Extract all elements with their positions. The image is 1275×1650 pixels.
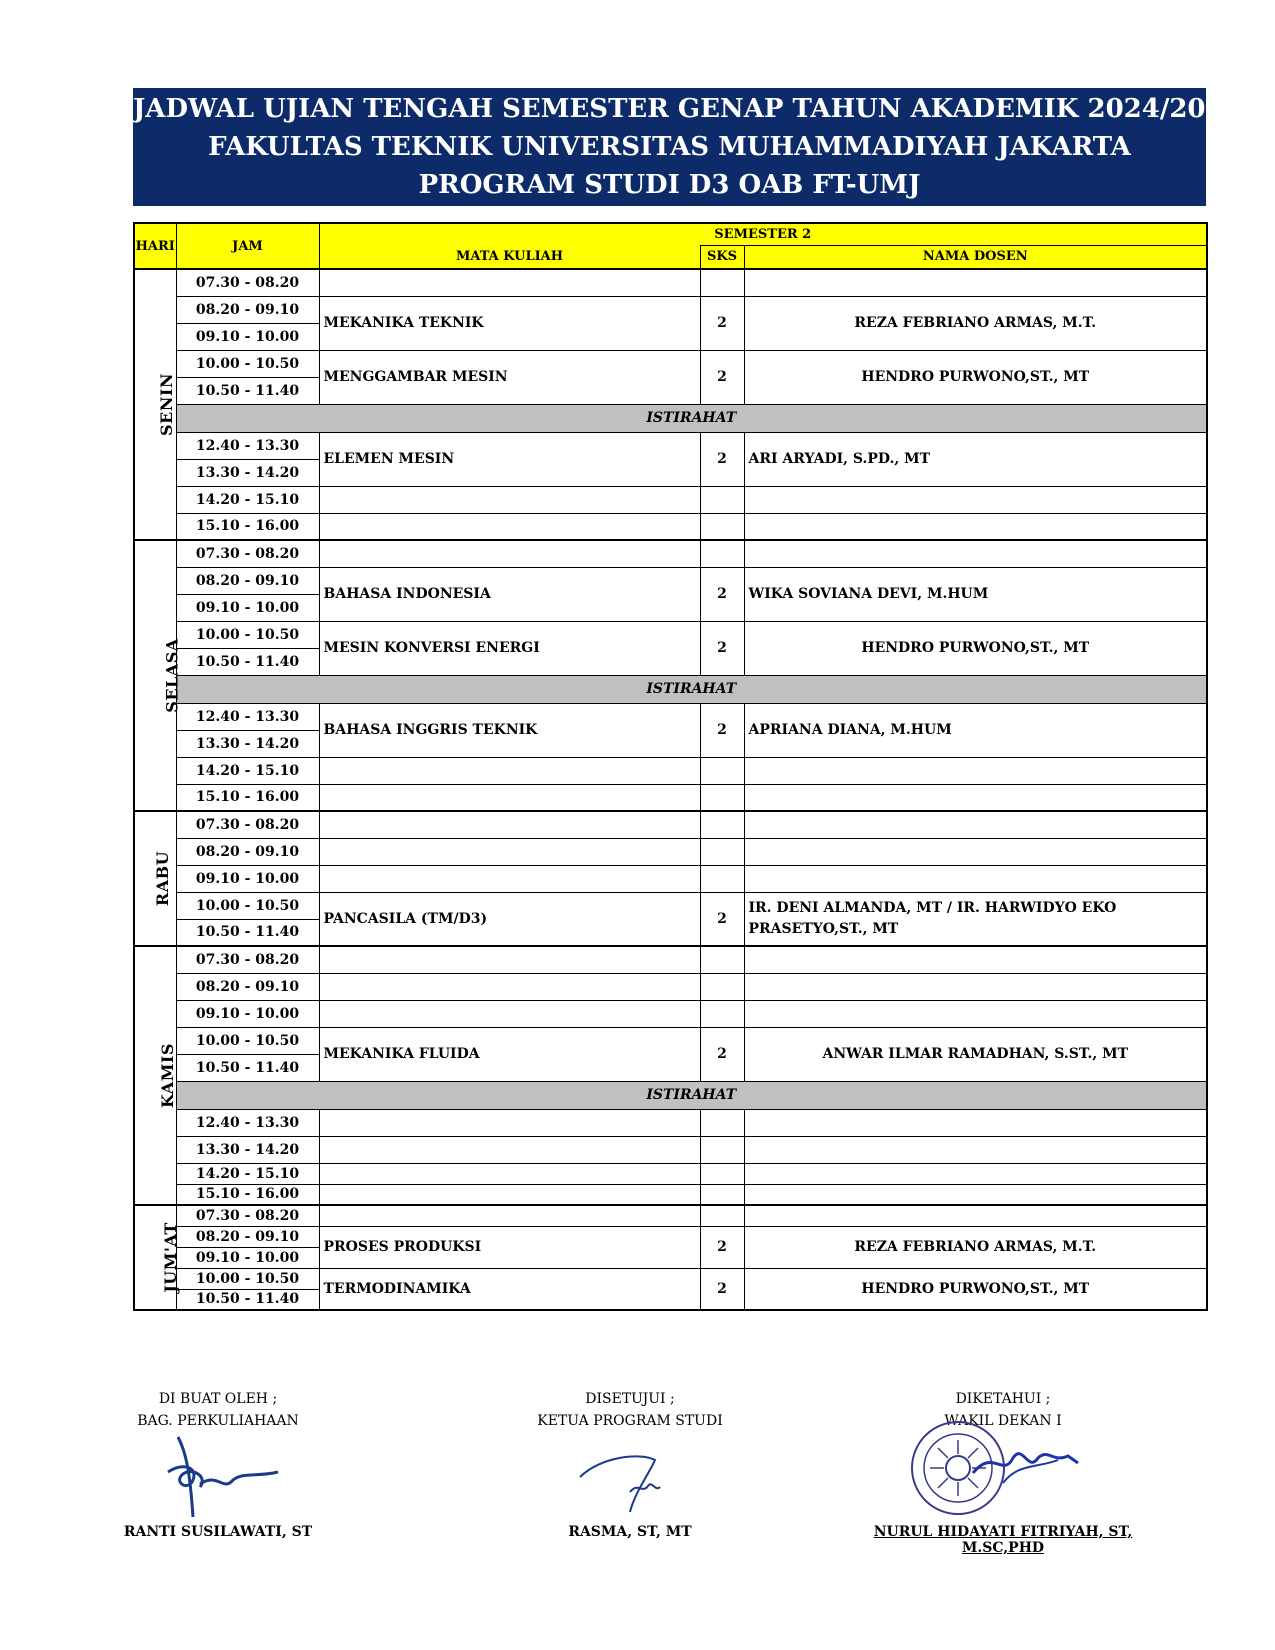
time-cell: 10.50 - 11.40: [176, 377, 319, 404]
course-name: PROSES PRODUKSI: [319, 1226, 700, 1268]
table-row: [134, 1184, 1207, 1205]
handwritten-signature-icon: [138, 1432, 298, 1522]
course-name: MEKANIKA TEKNIK: [319, 296, 700, 350]
table-row: [134, 1268, 1207, 1289]
table-row: [134, 1027, 1207, 1054]
course-lecturer: ANWAR ILMAR RAMADHAN, S.ST., MT: [744, 1027, 1207, 1081]
day-senin: SENIN: [134, 269, 176, 540]
table-row: [134, 1226, 1207, 1247]
table-row: [134, 540, 1207, 567]
table-row: [134, 1109, 1207, 1136]
time-cell: 08.20 - 09.10: [176, 567, 319, 594]
sig-label: DI BUAT OLEH ;: [158, 1391, 278, 1407]
day-kamis: KAMIS: [134, 946, 176, 1205]
course-name: MESIN KONVERSI ENERGI: [319, 621, 700, 675]
break-label: ISTIRAHAT: [176, 675, 1207, 703]
break-label: ISTIRAHAT: [176, 1081, 1207, 1109]
course-sks: 2: [700, 1027, 744, 1081]
table-row: [134, 513, 1207, 540]
table-row: [134, 1000, 1207, 1027]
signature-approved: [480, 1388, 780, 1540]
table-row: [134, 973, 1207, 1000]
time-cell: 08.20 - 09.10: [176, 838, 319, 865]
time-cell: 07.30 - 08.20: [176, 811, 319, 838]
title-line-2: FAKULTAS TEKNIK UNIVERSITAS MUHAMMADIYAH JAKARTA: [208, 132, 1131, 162]
handwritten-signature-icon: [560, 1432, 700, 1522]
course-name: TERMODINAMIKA: [319, 1268, 700, 1310]
table-row: [134, 838, 1207, 865]
time-cell: 14.20 - 15.10: [176, 486, 319, 513]
course-name: PANCASILA (TM/D3): [319, 892, 700, 946]
table-row: [134, 1163, 1207, 1184]
break-row: [134, 404, 1207, 432]
table-row: [134, 892, 1207, 919]
lecturer-line-1: IR. DENI ALMANDA, MT / IR. HARWIDYO EKO: [748, 899, 1117, 916]
course-name: MENGGAMBAR MESIN: [319, 350, 700, 404]
header-sks: SKS: [700, 245, 744, 269]
time-cell: 10.00 - 10.50: [176, 621, 319, 648]
table-row: [134, 621, 1207, 648]
time-cell: 10.50 - 11.40: [176, 919, 319, 946]
sig-label: DISETUJUI ;: [585, 1391, 675, 1407]
table-row: [134, 703, 1207, 730]
title-line-1: JADWAL UJIAN TENGAH SEMESTER GENAP TAHUN AKADEMIK 2024/2025: [133, 94, 1242, 124]
time-cell: 15.10 - 16.00: [176, 784, 319, 811]
table-row: [134, 269, 1207, 296]
course-name: MEKANIKA FLUIDA: [319, 1027, 700, 1081]
table-row: [134, 486, 1207, 513]
sig-role: WAKIL DEKAN I: [944, 1413, 1062, 1429]
time-cell: 10.50 - 11.40: [176, 648, 319, 675]
time-cell: 09.10 - 10.00: [176, 594, 319, 621]
sig-role: BAG. PERKULIAHAAN: [137, 1413, 299, 1429]
course-lecturer: ARI ARYADI, S.PD., MT: [744, 432, 1207, 486]
course-sks: 2: [700, 296, 744, 350]
table-row: [134, 811, 1207, 838]
course-sks: 2: [700, 567, 744, 621]
table-row: [134, 1136, 1207, 1163]
time-cell: 07.30 - 08.20: [176, 1205, 319, 1226]
signature-made-by: [68, 1388, 368, 1540]
sig-name: RASMA, ST, MT: [568, 1524, 692, 1540]
time-cell: 07.30 - 08.20: [176, 540, 319, 567]
course-name: BAHASA INDONESIA: [319, 567, 700, 621]
course-lecturer: WIKA SOVIANA DEVI, M.HUM: [744, 567, 1207, 621]
course-lecturer: HENDRO PURWONO,ST., MT: [744, 350, 1207, 404]
time-cell: 09.10 - 10.00: [176, 865, 319, 892]
signature-known: [853, 1388, 1153, 1556]
time-cell: 09.10 - 10.00: [176, 323, 319, 350]
header-row: [134, 223, 1207, 245]
exam-schedule-table: [133, 222, 1208, 1311]
sig-role: KETUA PROGRAM STUDI: [537, 1413, 723, 1429]
sig-name: NURUL HIDAYATI FITRIYAH, ST, M.SC,PHD: [873, 1524, 1133, 1556]
time-cell: 09.10 - 10.00: [176, 1000, 319, 1027]
time-cell: 13.30 - 14.20: [176, 459, 319, 486]
time-cell: 10.00 - 10.50: [176, 350, 319, 377]
day-rabu: RABU: [134, 811, 176, 946]
course-lecturer: APRIANA DIANA, M.HUM: [744, 703, 1207, 757]
course-name: BAHASA INGGRIS TEKNIK: [319, 703, 700, 757]
sig-name: RANTI SUSILAWATI, ST: [123, 1524, 313, 1540]
table-row: [134, 432, 1207, 459]
time-cell: 12.40 - 13.30: [176, 703, 319, 730]
time-cell: 10.00 - 10.50: [176, 892, 319, 919]
table-row: [134, 946, 1207, 973]
table-row: [134, 865, 1207, 892]
course-sks: 2: [700, 1226, 744, 1268]
time-cell: 12.40 - 13.30: [176, 1109, 319, 1136]
course-lecturer: REZA FEBRIANO ARMAS, M.T.: [744, 1226, 1207, 1268]
table-row: [134, 757, 1207, 784]
course-lecturer: [744, 892, 1207, 946]
day-jumat: JUM'AT: [134, 1205, 176, 1310]
course-name: ELEMEN MESIN: [319, 432, 700, 486]
table-row: [134, 784, 1207, 811]
time-cell: 10.00 - 10.50: [176, 1027, 319, 1054]
header-jam: JAM: [176, 223, 319, 269]
time-cell: 15.10 - 16.00: [176, 513, 319, 540]
table-row: [134, 567, 1207, 594]
header-mata-kuliah: MATA KULIAH: [319, 245, 700, 269]
table-row: [134, 296, 1207, 323]
course-lecturer: HENDRO PURWONO,ST., MT: [744, 1268, 1207, 1310]
course-sks: 2: [700, 432, 744, 486]
table-row: [134, 1205, 1207, 1226]
time-cell: 08.20 - 09.10: [176, 973, 319, 1000]
time-cell: 15.10 - 16.00: [176, 1184, 319, 1205]
break-label: ISTIRAHAT: [176, 404, 1207, 432]
time-cell: 07.30 - 08.20: [176, 946, 319, 973]
sig-label: DIKETAHUI ;: [955, 1391, 1051, 1407]
time-cell: 12.40 - 13.30: [176, 432, 319, 459]
time-cell: 08.20 - 09.10: [176, 296, 319, 323]
time-cell: 10.50 - 11.40: [176, 1054, 319, 1081]
course-sks: 2: [700, 703, 744, 757]
title-line-3: PROGRAM STUDI D3 OAB FT-UMJ: [418, 170, 921, 200]
course-lecturer: HENDRO PURWONO,ST., MT: [744, 621, 1207, 675]
table-row: [134, 350, 1207, 377]
official-stamp-icon: [853, 1418, 1153, 1518]
course-lecturer: REZA FEBRIANO ARMAS, M.T.: [744, 296, 1207, 350]
lecturer-line-2: PRASETYO,ST., MT: [748, 920, 899, 937]
time-cell: 07.30 - 08.20: [176, 269, 319, 296]
time-cell: 14.20 - 15.10: [176, 757, 319, 784]
document-title-banner: [133, 88, 1242, 206]
course-sks: 2: [700, 621, 744, 675]
header-nama-dosen: NAMA DOSEN: [744, 245, 1207, 269]
time-cell: 10.00 - 10.50: [176, 1268, 319, 1289]
time-cell: 13.30 - 14.20: [176, 1136, 319, 1163]
time-cell: 14.20 - 15.10: [176, 1163, 319, 1184]
header-hari: HARI: [134, 223, 176, 269]
course-sks: 2: [700, 1268, 744, 1310]
course-sks: 2: [700, 350, 744, 404]
course-sks: 2: [700, 892, 744, 946]
time-cell: 08.20 - 09.10: [176, 1226, 319, 1247]
header-semester: SEMESTER 2: [319, 223, 1207, 245]
time-cell: 13.30 - 14.20: [176, 730, 319, 757]
time-cell: 09.10 - 10.00: [176, 1247, 319, 1268]
day-selasa: SELASA: [134, 540, 176, 811]
break-row: [134, 1081, 1207, 1109]
time-cell: 10.50 - 11.40: [176, 1289, 319, 1310]
break-row: [134, 675, 1207, 703]
